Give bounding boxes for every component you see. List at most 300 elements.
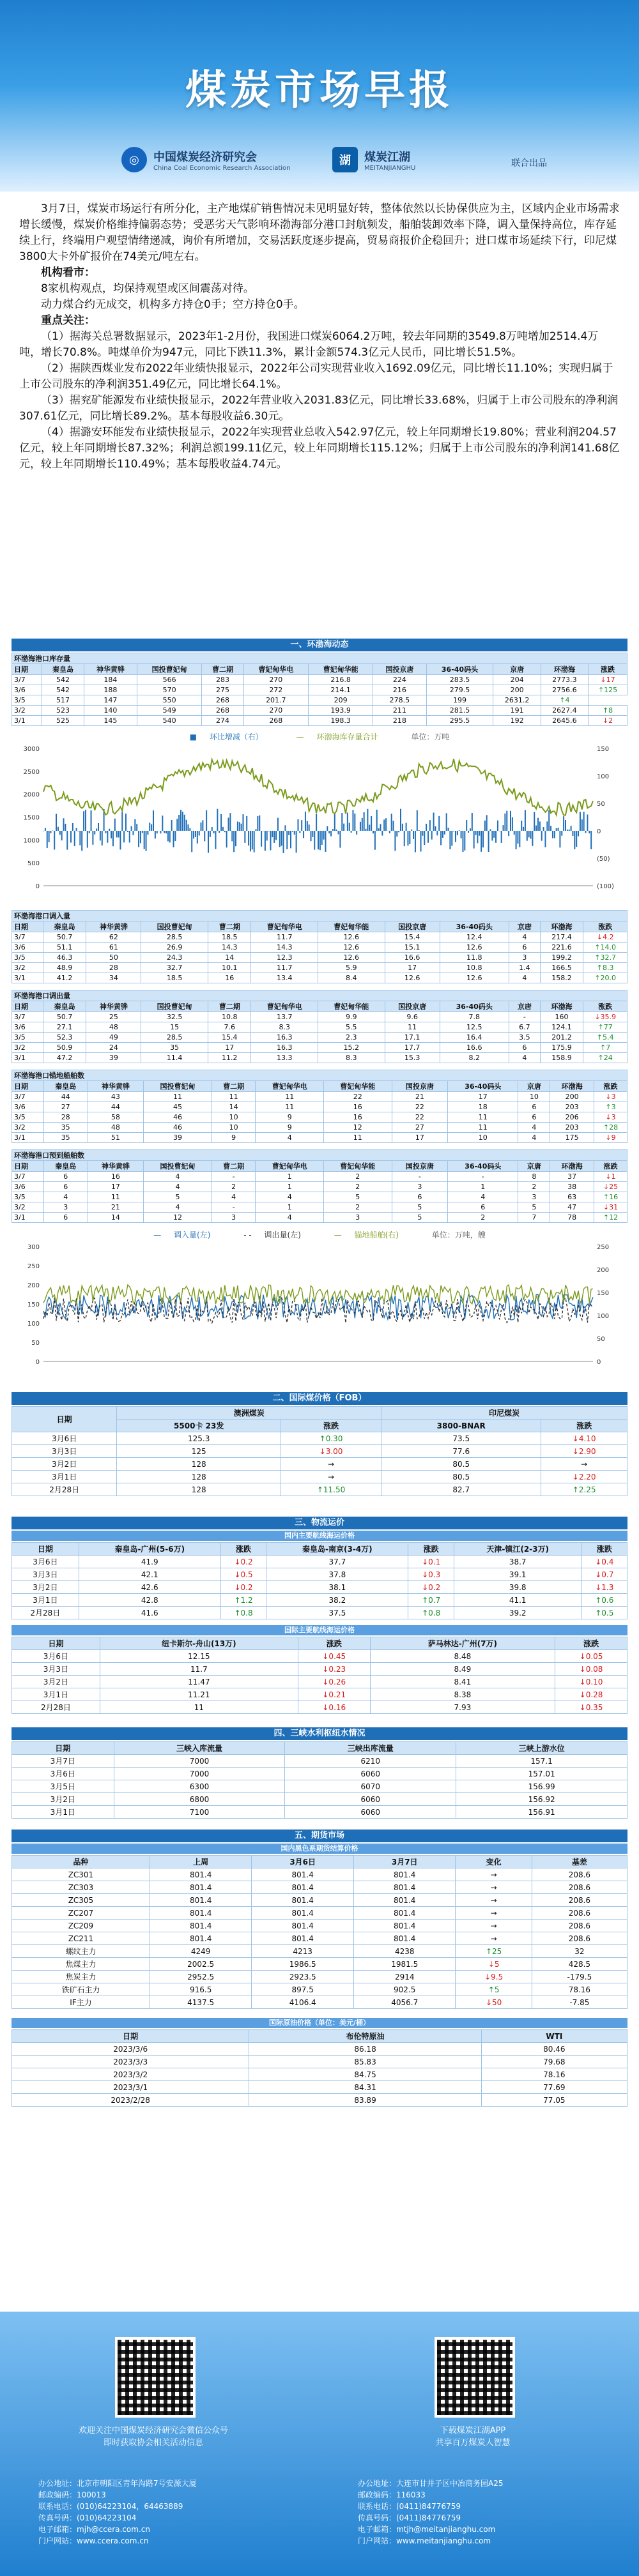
table-row xyxy=(12,1907,627,1920)
column-header: 涨跌 xyxy=(555,1637,627,1650)
table-cell: 295.5 xyxy=(426,716,493,726)
table-cell: → xyxy=(456,1907,532,1920)
table-cell: 4 xyxy=(448,1192,518,1202)
inflow-line xyxy=(43,1294,593,1320)
table-cell: 26.9 xyxy=(141,943,208,953)
table-cell: 27 xyxy=(43,1102,88,1112)
column-header: 36-40码头 xyxy=(440,921,509,932)
table-cell: 801.4 xyxy=(353,1881,456,1894)
table-cell: 22 xyxy=(392,1102,448,1112)
ccera-address: 办公地址：北京市朝阳区青年沟路7号安源大厦 xyxy=(38,2479,197,2488)
table-cell: 16 xyxy=(323,1112,392,1123)
right-tick: 100 xyxy=(597,1313,610,1320)
table-cell: 16.3 xyxy=(251,1043,318,1053)
meitanjianghu-logo-icon: 湖 xyxy=(332,147,358,172)
table-cell: 2 xyxy=(212,1182,256,1192)
table-cell: 77.05 xyxy=(481,2094,627,2107)
table-cell: 42.1 xyxy=(79,1568,220,1581)
table-cell: 80.46 xyxy=(481,2043,627,2056)
table-cell: 22 xyxy=(323,1092,392,1102)
table-row xyxy=(12,2068,627,2081)
agency-heading: 机构看市： xyxy=(41,266,95,279)
column-header: 曹二期 xyxy=(208,921,250,932)
table-cell: 801.4 xyxy=(150,1868,252,1881)
table-row xyxy=(12,1022,627,1033)
table-cell: 270 xyxy=(243,706,308,716)
table-cell: 128 xyxy=(117,1471,281,1483)
table-row xyxy=(12,1043,627,1053)
table-cell: 6 xyxy=(43,1182,88,1192)
table-cell: IF主力 xyxy=(12,1996,150,2009)
table-cell: 902.5 xyxy=(353,1983,456,1996)
table-row xyxy=(12,953,627,963)
table-cell: 38.1 xyxy=(266,1581,408,1594)
column-header: 日期 xyxy=(12,1742,114,1755)
table-row xyxy=(12,1033,627,1043)
table-cell: 209 xyxy=(308,695,373,706)
table-cell: ↑28 xyxy=(594,1123,627,1133)
table-cell: 200 xyxy=(550,1092,594,1102)
column-header: 曹妃甸华能 xyxy=(323,1081,392,1092)
table-cell: 15.2 xyxy=(318,1043,385,1053)
table-row xyxy=(12,1958,627,1971)
table-cell: - xyxy=(448,1172,518,1182)
table-cell: → xyxy=(456,1894,532,1907)
table-cell: 184 xyxy=(84,675,137,685)
table-cell: 17 xyxy=(385,963,440,973)
table-row xyxy=(12,1688,627,1701)
table-row xyxy=(12,1945,627,1958)
table-cell: 4213 xyxy=(252,1945,354,1958)
column-header: 秦皇岛 xyxy=(42,664,84,675)
agency-text-2: 动力煤合约无成交，机构多方持仓0手；空方持仓0手。 xyxy=(41,298,305,311)
column-header: 日期 xyxy=(12,1407,117,1432)
column-header: 曹妃甸华能 xyxy=(318,1001,385,1012)
table-cell: 11 xyxy=(256,1092,324,1102)
table-title: 环渤海港口预到船舶数 xyxy=(12,1150,627,1161)
right-tick: 50 xyxy=(597,801,605,808)
table-row xyxy=(12,1983,627,1996)
table-cell: 78 xyxy=(550,1213,594,1223)
table-cell: 41.1 xyxy=(454,1594,581,1607)
table-row xyxy=(12,1881,627,1894)
table-cell: 199 xyxy=(426,695,493,706)
table-cell: 9.9 xyxy=(318,1012,385,1022)
column-header: 秦皇岛 xyxy=(43,1081,88,1092)
table-cell: 801.4 xyxy=(353,1868,456,1881)
column-header: 国投曹妃甸 xyxy=(137,664,202,675)
chart1-legend xyxy=(12,731,627,742)
page-title: 煤炭市场早报 xyxy=(185,67,454,114)
table-cell: 2023/3/1 xyxy=(12,2081,249,2094)
table-row xyxy=(12,2081,627,2094)
table-cell: 11.47 xyxy=(100,1676,298,1688)
table-cell: 214.1 xyxy=(308,685,373,695)
table-cell: 2 xyxy=(323,1182,392,1192)
table-cell: 218 xyxy=(373,716,426,726)
table-row xyxy=(12,1053,627,1063)
table-cell: 11.21 xyxy=(100,1688,298,1701)
app-caption-1: 下载煤炭江湖APP xyxy=(440,2426,506,2436)
right-tick: 150 xyxy=(597,1290,610,1297)
table-cell: ↑20.0 xyxy=(583,973,627,983)
table-row xyxy=(12,716,627,726)
table-cell: 1986.5 xyxy=(252,1958,354,1971)
table-cell: 3/5 xyxy=(12,695,42,706)
column-header: 日期 xyxy=(12,1543,79,1556)
table-row xyxy=(12,1012,627,1022)
table-cell: 2.3 xyxy=(318,1033,385,1043)
table-cell: 12 xyxy=(323,1123,392,1133)
table-cell: 6 xyxy=(43,1172,88,1182)
table-cell: 801.4 xyxy=(353,1920,456,1932)
table-cell: 84.75 xyxy=(249,2068,481,2081)
table-cell: 549 xyxy=(137,706,202,716)
table-cell: 24.3 xyxy=(141,953,208,963)
table-cell: - xyxy=(392,1172,448,1182)
table-cell: 16.3 xyxy=(251,1033,318,1043)
table-cell: 156.91 xyxy=(456,1806,627,1819)
table-cell: 63 xyxy=(550,1192,594,1202)
chart2-legend xyxy=(12,1229,627,1240)
left-tick: 50 xyxy=(31,1340,40,1347)
table-cell: 1 xyxy=(256,1172,324,1182)
table-cell: -7.85 xyxy=(532,1996,627,2009)
table-cell: 2627.4 xyxy=(541,706,588,716)
table-cell: 3/5 xyxy=(12,1112,44,1123)
table-cell: ↓0.7 xyxy=(581,1568,627,1581)
ccera-fax: 传真号码：(010)64223104 xyxy=(38,2513,137,2522)
table-cell: 37.5 xyxy=(266,1607,408,1619)
right-tick: (50) xyxy=(597,856,610,863)
table-cell: 50 xyxy=(86,953,141,963)
table-cell: 5.9 xyxy=(318,963,385,973)
table-cell: 16.6 xyxy=(440,1043,509,1053)
table-row xyxy=(12,695,627,706)
table-cell: ↓0.1 xyxy=(408,1556,454,1568)
column-header: 曹妃甸华电 xyxy=(256,1081,324,1092)
freight-domestic-sub: 国内主要航线海运价格 xyxy=(12,1531,627,1541)
table-cell: ↑0.8 xyxy=(220,1607,266,1619)
table-cell: 1 xyxy=(448,1182,518,1192)
table-cell: 16 xyxy=(208,973,250,983)
table-cell: ↓3.00 xyxy=(281,1445,381,1458)
table-cell: ↓4.2 xyxy=(583,932,627,943)
table-cell: ↓2.20 xyxy=(541,1471,627,1483)
column-header: 基差 xyxy=(532,1856,627,1868)
table-cell: 52.3 xyxy=(43,1033,86,1043)
column-header: 三峡上游水位 xyxy=(456,1742,627,1755)
table-row xyxy=(12,1594,627,1607)
intl-price-table xyxy=(12,1406,627,1496)
table-row xyxy=(12,973,627,983)
table-cell: 17 xyxy=(208,1043,250,1053)
table-cell: 10.1 xyxy=(208,963,250,973)
table-cell: 801.4 xyxy=(252,1868,354,1881)
table-cell: 4 xyxy=(509,932,540,943)
table-row xyxy=(12,1755,627,1768)
table-row xyxy=(12,1432,627,1445)
table-cell: 128 xyxy=(117,1483,281,1496)
left-tick: 500 xyxy=(27,860,40,868)
table-row xyxy=(12,1932,627,1945)
table-cell: 3/6 xyxy=(12,943,43,953)
app-caption-2: 共享百万煤炭人智慧 xyxy=(435,2438,511,2448)
table-cell: ↓0.4 xyxy=(581,1556,627,1568)
table-cell: 208.6 xyxy=(532,1894,627,1907)
table-cell: 27 xyxy=(392,1123,448,1133)
table-cell: 铁矿石主力 xyxy=(12,1983,150,1996)
table-cell: 4106.4 xyxy=(252,1996,354,2009)
table-cell: 16 xyxy=(88,1172,144,1182)
table-cell: 216 xyxy=(373,685,426,695)
column-header: 神华黄骅 xyxy=(84,664,137,675)
left-tick: 2000 xyxy=(23,791,40,799)
table-cell: ↓0.3 xyxy=(408,1568,454,1581)
table-cell: 38.2 xyxy=(266,1594,408,1607)
table-cell: ↓5 xyxy=(456,1958,532,1971)
table-cell: 8.48 xyxy=(370,1650,555,1663)
table-cell: 3 xyxy=(212,1213,256,1223)
legend-inflow: — 调入量(左) xyxy=(153,1231,211,1239)
table-cell: 3/1 xyxy=(12,716,42,726)
table-cell: 13.3 xyxy=(251,1053,318,1063)
table-cell: 39.8 xyxy=(454,1581,581,1594)
table-title: 环渤海港口库存量 xyxy=(12,653,627,664)
right-tick: 0 xyxy=(597,1359,601,1366)
table-cell: 8.3 xyxy=(318,1053,385,1063)
section-1-bar: 一、环渤海动态 xyxy=(12,639,627,651)
table-cell: 157.1 xyxy=(456,1755,627,1768)
stock-table xyxy=(12,653,627,726)
table-cell: 螺纹主力 xyxy=(12,1945,150,1958)
table-cell: 焦煤主力 xyxy=(12,1958,150,1971)
right-tick: 200 xyxy=(597,1267,610,1274)
table-cell: 199.2 xyxy=(540,953,583,963)
column-header: 萨马林达-广州(7万) xyxy=(370,1637,555,1650)
table-cell: 208.6 xyxy=(532,1868,627,1881)
intro-text xyxy=(19,201,620,473)
table-cell: 525 xyxy=(42,716,84,726)
column-header: 曹二期 xyxy=(202,664,243,675)
table-row xyxy=(12,2056,627,2068)
table-cell: 208.6 xyxy=(532,1881,627,1894)
right-tick: 50 xyxy=(597,1336,605,1343)
table-cell: 3/7 xyxy=(12,1012,43,1022)
table-cell: 焦炭主力 xyxy=(12,1971,150,1983)
table-cell: 801.4 xyxy=(252,1881,354,1894)
table-cell: 3月3日 xyxy=(12,1568,79,1581)
table-cell: 9 xyxy=(212,1133,256,1143)
table-cell: ↓0.23 xyxy=(298,1663,370,1676)
table-cell: ↓35.9 xyxy=(583,1012,627,1022)
table-cell: 193.9 xyxy=(308,706,373,716)
table-cell: 41.6 xyxy=(79,1607,220,1619)
table-cell: 39.2 xyxy=(454,1607,581,1619)
table-title: 环渤海港口锚地船舶数 xyxy=(12,1070,627,1081)
right-tick: 0 xyxy=(597,828,601,835)
column-header: 京唐 xyxy=(493,664,541,675)
column-header: 京唐 xyxy=(509,1001,540,1012)
column-header: 国投曹妃甸 xyxy=(144,1081,212,1092)
wechat-caption xyxy=(58,2423,249,2448)
table-cell: 11.4 xyxy=(141,1053,208,1063)
table-cell: → xyxy=(456,1920,532,1932)
table-cell: 9 xyxy=(256,1112,324,1123)
table-cell: 48.9 xyxy=(43,963,86,973)
table-cell: 18 xyxy=(448,1102,518,1112)
table-cell: 24 xyxy=(86,1043,141,1053)
left-tick: 1000 xyxy=(23,837,40,845)
legend-change-label: 环比增减（右） xyxy=(209,732,263,741)
table-cell: 147 xyxy=(84,695,137,706)
column-header: 环渤海 xyxy=(541,664,588,675)
table-cell: 83.89 xyxy=(249,2094,481,2107)
table-cell: 208.6 xyxy=(532,1920,627,1932)
publisher-band xyxy=(0,140,639,185)
column-header: 国投曹妃甸 xyxy=(144,1161,212,1172)
table-cell: 50.7 xyxy=(43,1012,86,1022)
table-cell: 45 xyxy=(144,1102,212,1112)
left-tick: 300 xyxy=(27,1244,40,1251)
outflow-table xyxy=(12,990,627,1063)
table-cell: 48 xyxy=(88,1123,144,1133)
table-cell: 17 xyxy=(88,1182,144,1192)
table-cell: 5 xyxy=(392,1202,448,1213)
table-row xyxy=(12,1092,627,1102)
column-header: 纽卡斯尔-舟山(13万) xyxy=(100,1637,298,1650)
table-cell: 12.6 xyxy=(318,943,385,953)
table-cell: 51.1 xyxy=(43,943,86,953)
news-item-4: （4）据潞安环能发布业绩快报显示，2022年实现营业总收入542.97亿元，较上年同期增长19.80%；营业利润204.57亿元，较上年同期增长87.32%；利润总额199.11亿元，较上年同期增长115.12%；归属于上市公司股东的净利润141.68亿元，较上年同期增长110.49%；基本每股收益4.74元。 xyxy=(19,426,620,471)
table-cell: 7100 xyxy=(114,1806,285,1819)
table-cell: 201.7 xyxy=(243,695,308,706)
table-cell: 3/6 xyxy=(12,1022,43,1033)
table-cell: ↓0.35 xyxy=(555,1701,627,1714)
table-cell: 3月6日 xyxy=(12,1768,114,1780)
table-cell: 801.4 xyxy=(252,1907,354,1920)
table-cell: 125.3 xyxy=(117,1432,281,1445)
table-cell: 158.2 xyxy=(540,973,583,983)
table-cell: 124.1 xyxy=(540,1022,583,1033)
table-cell: 39 xyxy=(86,1053,141,1063)
table-cell: 7.6 xyxy=(208,1022,250,1033)
table-row xyxy=(12,1780,627,1793)
table-cell: → xyxy=(456,1868,532,1881)
table-cell: → xyxy=(456,1932,532,1945)
table-cell: 15.1 xyxy=(385,943,440,953)
table-cell: 46.3 xyxy=(43,953,86,963)
table-cell: 191 xyxy=(493,706,541,716)
table-cell: 82.7 xyxy=(381,1483,541,1496)
table-cell: 51 xyxy=(88,1133,144,1143)
column-header: 36-40码头 xyxy=(440,1001,509,1012)
table-title: 环渤海港口调出量 xyxy=(12,990,627,1001)
table-cell: 80.5 xyxy=(381,1458,541,1471)
table-cell: ↓0.21 xyxy=(298,1688,370,1701)
table-cell: 217.4 xyxy=(540,932,583,943)
column-header: 京唐 xyxy=(518,1161,550,1172)
table-row xyxy=(12,1996,627,2009)
table-cell: 3 xyxy=(509,953,540,963)
table-cell: ↑24 xyxy=(583,1053,627,1063)
table-cell: ↓9 xyxy=(594,1133,627,1143)
table-cell: 801.4 xyxy=(252,1932,354,1945)
table-cell: 3/1 xyxy=(12,1053,43,1063)
table-cell: 18.5 xyxy=(141,973,208,983)
mtjh-contact xyxy=(358,2478,503,2547)
table-cell: 17 xyxy=(392,1133,448,1143)
table-cell: 224 xyxy=(373,675,426,685)
table-cell: 4238 xyxy=(353,1945,456,1958)
table-cell: ↓9.5 xyxy=(456,1971,532,1983)
table-cell: 1981.5 xyxy=(353,1958,456,1971)
table-cell: 9.6 xyxy=(385,1012,440,1022)
table-cell: 5 xyxy=(323,1192,392,1202)
table-cell: 140 xyxy=(84,706,137,716)
table-cell: 14 xyxy=(88,1213,144,1223)
table-cell: 11 xyxy=(448,1112,518,1123)
right-tick: 150 xyxy=(597,746,610,753)
mtjh-postcode: 邮政编码：116033 xyxy=(358,2490,426,2499)
table-cell: 192 xyxy=(493,716,541,726)
table-cell: 3 xyxy=(518,1192,550,1202)
table-cell: 208.6 xyxy=(532,1907,627,1920)
table-cell: 283 xyxy=(202,675,243,685)
table-cell: 14 xyxy=(208,953,250,963)
table-cell: ↓0.08 xyxy=(555,1663,627,1676)
table-cell: 211 xyxy=(373,706,426,716)
table-cell: 2 xyxy=(323,1172,392,1182)
table-cell: 3月1日 xyxy=(12,1594,79,1607)
table-cell: 3月1日 xyxy=(12,1471,117,1483)
section-4-bar: 四、三峡水利枢纽水情况 xyxy=(12,1727,627,1740)
table-cell: 268 xyxy=(202,706,243,716)
table-cell: ↑5 xyxy=(456,1983,532,1996)
table-cell: 16.4 xyxy=(440,1033,509,1043)
table-cell: 6210 xyxy=(285,1755,456,1768)
table-cell: 216.8 xyxy=(308,675,373,685)
table-cell: 28 xyxy=(43,1112,88,1123)
intro-paragraph: 3月7日，煤炭市场运行有所分化，主产地煤矿销售情况未见明显好转，整体依然以长协保供应为主，区域内企业市场需求增长缓慢，煤炭价格维持偏弱态势；受恶劣天气影响环渤海部分港口封航频发，船舶装卸效率下降，调入量保持高位，库存延续上行，终端用户观望情绪递减，询价有所增加，交易活跃度逐步提高，贸易商报价企稳回升；进口煤市场延续下行，印尼煤3800大卡外矿报价在74美元/吨左右。 xyxy=(19,202,620,263)
table-cell: 84.31 xyxy=(249,2081,481,2094)
table-cell: 10.8 xyxy=(208,1012,250,1022)
table-cell: 12.6 xyxy=(440,973,509,983)
table-cell: 6 xyxy=(43,1213,88,1223)
column-header: 环渤海 xyxy=(540,1001,583,1012)
table-cell: 11 xyxy=(212,1092,256,1102)
sub-header-australia: 澳洲煤炭 xyxy=(117,1407,381,1420)
table-cell: 35 xyxy=(141,1043,208,1053)
column-header: WTI xyxy=(481,2030,627,2043)
column-header: 涨跌 xyxy=(281,1420,381,1432)
table-cell: ↑0.8 xyxy=(408,1607,454,1619)
table-cell: 221.6 xyxy=(540,943,583,953)
table-cell: 3月2日 xyxy=(12,1581,79,1594)
table-cell: 4 xyxy=(144,1202,212,1213)
table-cell: 3/1 xyxy=(12,1133,44,1143)
table-cell: 2023/3/2 xyxy=(12,2068,249,2081)
table-cell: ↑3 xyxy=(594,1102,627,1112)
table-cell: 274 xyxy=(202,716,243,726)
left-tick: 3000 xyxy=(23,746,40,753)
table-cell: 58 xyxy=(88,1112,144,1123)
left-tick: 0 xyxy=(35,1359,40,1366)
table-cell: 206 xyxy=(550,1112,594,1123)
table-cell: 50.9 xyxy=(43,1043,86,1053)
left-tick: 200 xyxy=(27,1282,40,1289)
table-cell: 12.5 xyxy=(440,1022,509,1033)
